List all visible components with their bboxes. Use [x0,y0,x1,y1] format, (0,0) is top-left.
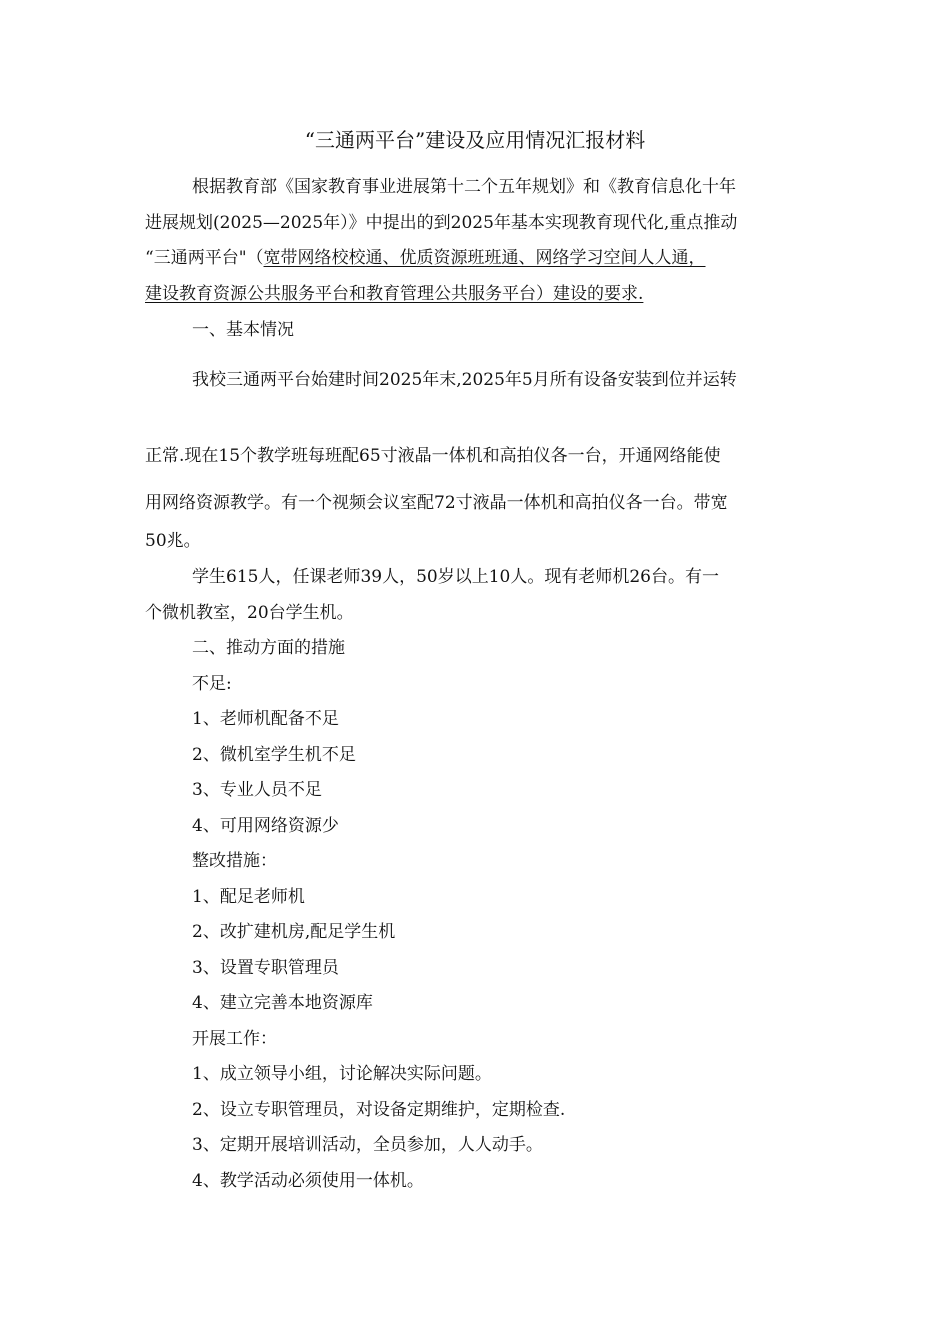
list-item: 1、老师机配备不足 [192,709,339,729]
section2-heading: 二、推动方面的措施 [192,638,345,658]
section1-para1-line-4: 50兆。 [145,531,201,551]
list-item: 2、改扩建机房,配足学生机 [192,922,396,942]
intro-line-1: 根据教育部《国家教育事业进展第十二个五年规划》和《教育信息化十年 [192,177,736,197]
measures-label: 整改措施： [192,851,277,871]
intro-line-3 [145,246,706,270]
shortage-label: 不足: [192,674,232,694]
list-item: 3、定期开展培训活动，全员参加，人人动手。 [192,1135,543,1155]
list-item: 4、建立完善本地资源库 [192,993,373,1013]
intro-line-3-underlined: 宽带网络校校通、优质资源班班通、网络学习空间人人通， [263,248,706,268]
work-label: 开展工作： [192,1029,277,1049]
intro-line-2: 进展规划(2025—2025年）》中提出的到2025年基本实现教育现代化,重点推动 [145,213,738,233]
intro-line-4: 建设教育资源公共服务平台和教育管理公共服务平台）建设的要求. [145,284,644,304]
list-item: 3、设置专职管理员 [192,958,339,978]
list-item: 4、教学活动必须使用一体机。 [192,1171,424,1191]
list-item: 1、配足老师机 [192,887,305,907]
section1-para1-line-3: 用网络资源教学。有一个视频会议室配72寸液晶一体机和高拍仪各一台。带宽 [145,493,728,513]
list-item: 4、可用网络资源少 [192,816,339,836]
intro-line-3-start: “三通两平台"（ [145,248,264,268]
list-item: 1、成立领导小组，讨论解决实际问题。 [192,1064,492,1084]
list-item: 2、微机室学生机不足 [192,745,356,765]
section1-para2-line-1: 学生615人，任课老师39人，50岁以上10人。现有老师机26台。有一 [192,567,719,587]
list-item: 3、专业人员不足 [192,780,322,800]
document-title: “三通两平台”建设及应用情况汇报材料 [304,128,646,152]
section1-para1-line-1: 我校三通两平台始建时间2025年末,2025年5月所有设备安装到位并运转 [192,370,737,390]
section1-para1-line-2: 正常.现在15个教学班每班配65寸液晶一体机和高拍仪各一台，开通网络能使 [145,446,721,466]
list-item: 2、设立专职管理员，对设备定期维护，定期检查. [192,1100,566,1120]
section1-heading: 一、基本情况 [192,320,294,340]
section1-para2-line-2: 个微机教室，20台学生机。 [145,603,354,623]
